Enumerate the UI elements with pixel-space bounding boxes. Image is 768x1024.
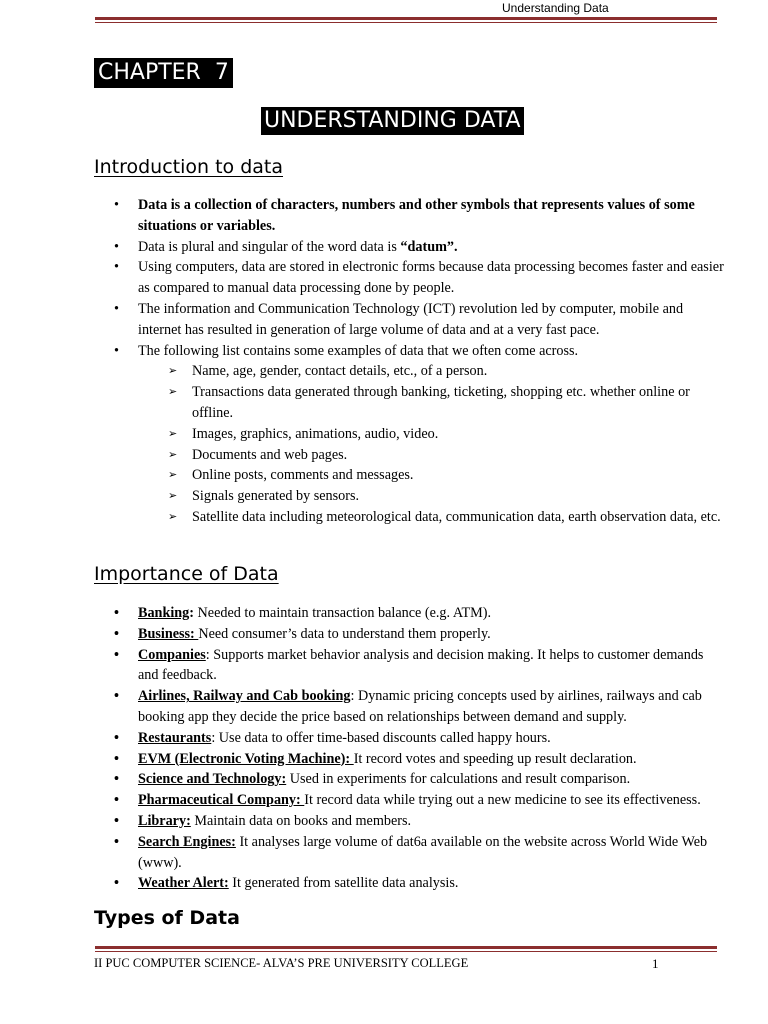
list-item: • Restaurants: Use data to offer time-based discounts called happy hours. <box>114 729 551 746</box>
sub-list-item: ➢ Online posts, comments and messages. <box>138 465 724 486</box>
list-item: • The following list contains some examples of data that we often come across. ➢ Name, age, gender, contact details, etc., of a person. ➢ Transactions data generated through banking, ticketing, shopping etc. whether online or offline. ➢ Images, graphics, animations, audio, video. ➢ Documents and web pages. ➢ Online posts, comments and messages. ➢ Signals generated by sensors. ➢ Satellite data including meteorological data, communication data, earth observation data, etc. <box>94 341 724 528</box>
sub-list-item: ➢ Satellite data including meteorological data, communication data, earth observation data, etc. <box>138 507 724 528</box>
sub-list-item: ➢ Documents and web pages. <box>138 445 724 466</box>
list-item: • Data is a collection of characters, numbers and other symbols that represents values of some situations or variables. <box>114 197 695 234</box>
list-item: • Companies: Supports market behavior analysis and decision making. It helps to customer demands and feedback. <box>114 646 704 684</box>
footer-college: II PUC COMPUTER SCIENCE- ALVA’S PRE UNIVERSITY COLLEGE <box>94 956 469 970</box>
sub-list-item: ➢ Images, graphics, animations, audio, video. <box>138 424 724 445</box>
list-item: • Pharmaceutical Company: It record data while trying out a new medicine to see its effectiveness. <box>114 792 701 809</box>
list-item: • Using computers, data are stored in electronic forms because data processing becomes faster and easier as compared to manual data processing done by people. <box>114 259 724 297</box>
intro-heading: Introduction to data <box>94 156 284 178</box>
page-number: 1 <box>652 956 659 971</box>
list-item: • Data is plural and singular of the word data is “datum”. <box>114 238 458 255</box>
sub-list-item: ➢ Signals generated by sensors. <box>138 486 724 507</box>
list-item: • Business: Need consumer’s data to understand them properly. <box>114 625 491 642</box>
list-item: • Weather Alert: It generated from satellite data analysis. <box>114 875 459 892</box>
list-item: • Library: Maintain data on books and members. <box>114 812 412 829</box>
arrow-bullet-icon: ➢ <box>168 489 178 503</box>
chapter-label: CHAPTER 7 <box>94 58 233 88</box>
importance-list <box>94 603 724 894</box>
arrow-bullet-icon: ➢ <box>168 426 178 440</box>
running-header: Understanding Data <box>502 1 609 15</box>
list-item: • Search Engines: It analyses large volume of dat6a available on the website across World Wide Web (www). <box>114 833 708 871</box>
sub-list-item: ➢ Name, age, gender, contact details, etc., of a person. <box>138 361 724 382</box>
arrow-bullet-icon: ➢ <box>168 468 178 482</box>
list-item: • Science and Technology: Used in experiments for calculations and result comparison. <box>114 771 631 788</box>
intro-list <box>94 195 724 528</box>
types-heading: Types of Data <box>94 907 240 929</box>
examples-list <box>138 361 724 527</box>
importance-heading: Importance of Data <box>94 563 279 585</box>
list-item: • EVM (Electronic Voting Machine): It record votes and speeding up result declaration. <box>114 750 637 767</box>
arrow-bullet-icon: ➢ <box>168 364 178 378</box>
header-rule <box>95 17 717 23</box>
chapter-title: UNDERSTANDING DATA <box>261 107 524 135</box>
arrow-bullet-icon: ➢ <box>168 509 178 523</box>
list-item: • Airlines, Railway and Cab booking: Dynamic pricing concepts used by airlines, railways and cab booking app they decide the price based on relationships between demand and supply. <box>114 688 702 725</box>
arrow-bullet-icon: ➢ <box>168 447 178 461</box>
footer-rule <box>95 946 717 952</box>
sub-list-item: ➢ Transactions data generated through banking, ticketing, shopping etc. whether online or offline. <box>168 384 690 421</box>
list-item: • The information and Communication Technology (ICT) revolution led by computer, mobile and internet has resulted in generation of large volume of data and at a very fast pace. <box>114 300 684 338</box>
list-item: • Banking: Needed to maintain transaction balance (e.g. ATM). <box>114 605 492 621</box>
arrow-bullet-icon: ➢ <box>168 385 178 399</box>
